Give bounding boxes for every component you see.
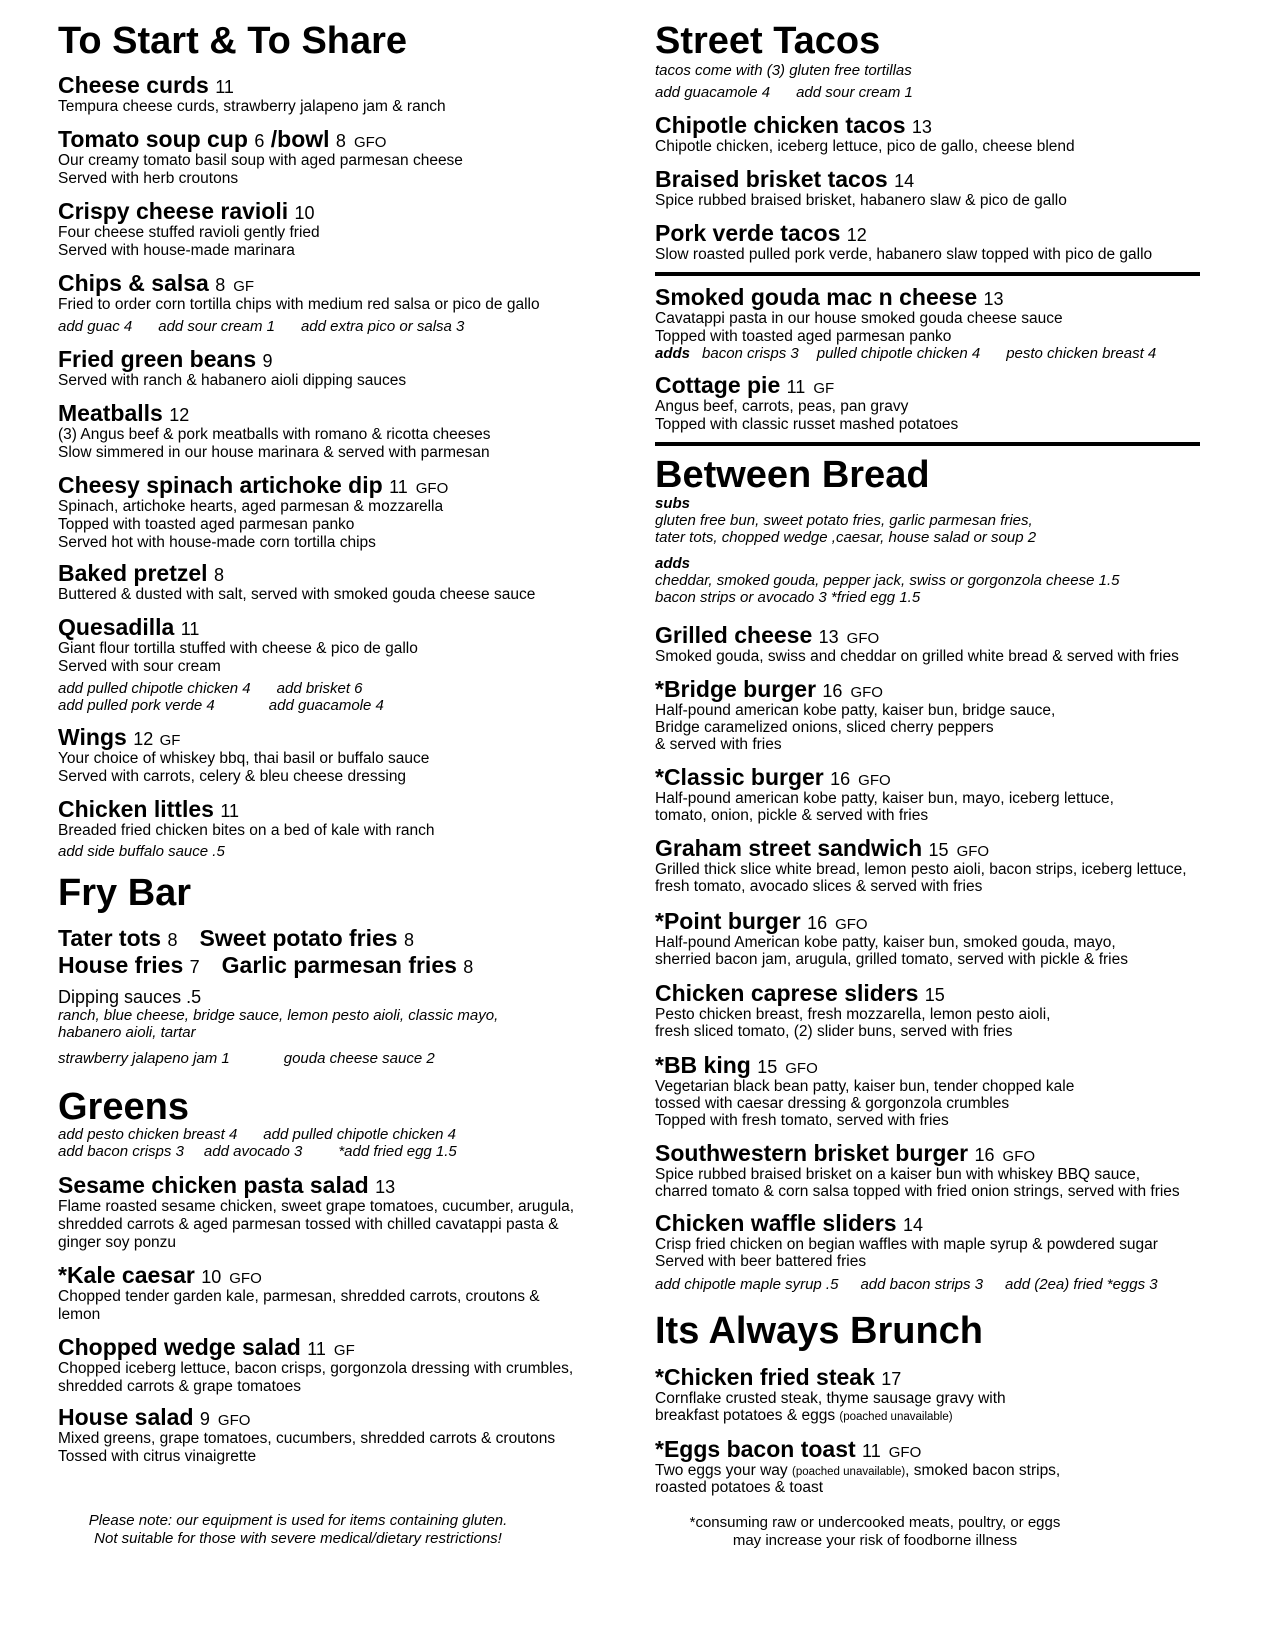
item-addons: add side buffalo sauce .5 xyxy=(58,843,225,860)
dietary-tag: GFO xyxy=(785,1060,818,1077)
dipping-label: Dipping sauces xyxy=(58,987,182,1007)
item-name: Cheesy spinach artichoke dip xyxy=(58,472,383,498)
item-price: 17 xyxy=(881,1369,902,1389)
item-desc: Tempura cheese curds, strawberry jalapeno jam & ranch xyxy=(58,98,446,115)
dipping-sauces-heading xyxy=(58,987,201,1008)
item-desc: fresh tomato, avocado slices & served with fries xyxy=(655,878,983,895)
item-desc: Served with sour cream xyxy=(58,658,221,675)
item-desc: Served hot with house-made corn tortilla chips xyxy=(58,534,376,551)
item-desc: fresh sliced tomato, (2) slider buns, served with fries xyxy=(655,1023,1013,1040)
dipping-price: .5 xyxy=(186,987,202,1007)
item-addons xyxy=(655,345,1182,363)
item-desc-text: Two eggs your way xyxy=(655,1462,788,1479)
item-name: Sweet potato fries xyxy=(199,925,398,951)
addon: add avocado 3 xyxy=(203,1143,303,1160)
item-price: 8 xyxy=(463,957,474,977)
addon: add bacon strips 3 xyxy=(860,1276,984,1293)
menu-item-green-beans xyxy=(58,346,273,374)
item-desc: Flame roasted sesame chicken, sweet grape tomatoes, cucumber, arugula, xyxy=(58,1198,575,1215)
item-desc: tomato, onion, pickle & served with fries xyxy=(655,807,929,824)
dietary-tag: GFO xyxy=(229,1270,262,1287)
item-name: *BB king xyxy=(655,1052,751,1078)
item-name: House fries xyxy=(58,952,184,978)
tacos-addons xyxy=(655,84,939,102)
section-divider xyxy=(655,442,1200,446)
item-name: Chicken caprese sliders xyxy=(655,980,919,1006)
item-desc: Your choice of whiskey bbq, thai basil or buffalo sauce xyxy=(58,750,430,767)
item-name: Sesame chicken pasta salad xyxy=(58,1172,369,1198)
item-desc: Crisp fried chicken on begian waffles with maple syrup & powdered sugar xyxy=(655,1236,1158,1253)
addon: bacon crisps 3 xyxy=(702,345,799,362)
item-price: 16 xyxy=(807,913,828,933)
item-name: Chicken waffle sliders xyxy=(655,1210,897,1236)
item-name: Cheese curds xyxy=(58,72,209,98)
item-name: Fried green beans xyxy=(58,346,257,372)
item-price: 13 xyxy=(818,627,839,647)
addon: add (2ea) fried *eggs 3 xyxy=(1005,1276,1158,1293)
item-name: Pork verde tacos xyxy=(655,220,841,246)
dietary-tag: GFO xyxy=(888,1444,922,1461)
item-desc: Pesto chicken breast, fresh mozzarella, lemon pesto aioli, xyxy=(655,1006,1051,1023)
addon: add chipotle maple syrup .5 xyxy=(655,1276,839,1293)
item-price: 16 xyxy=(830,769,851,789)
item-price: 11 xyxy=(786,377,806,397)
dietary-tag: GFO xyxy=(835,916,868,933)
item-price: 16 xyxy=(974,1145,995,1165)
dietary-tag: GFO xyxy=(1002,1148,1036,1165)
item-desc: Served with herb croutons xyxy=(58,170,239,187)
item-desc: Spinach, artichoke hearts, aged parmesan & mozzarella xyxy=(58,498,444,515)
item-price: 11 xyxy=(389,477,408,497)
item-desc: sherried bacon jam, arugula, grilled tomato, served with pickle & fries xyxy=(655,951,1128,968)
menu-item-waffle-sliders xyxy=(655,1210,923,1238)
addon: gouda cheese sauce 2 xyxy=(283,1050,435,1067)
dietary-tag: GFO xyxy=(858,772,891,789)
section-title-tacos: Street Tacos xyxy=(655,20,881,62)
item-price-bowl: 8 xyxy=(335,131,346,151)
item-desc: Buttered & dusted with salt, served with smoked gouda cheese sauce xyxy=(58,586,536,603)
item-name: Chips & salsa xyxy=(58,270,209,296)
dipping-extras xyxy=(58,1050,461,1068)
item-desc: Bridge caramelized onions, sliced cherry peppers xyxy=(655,719,994,736)
item-desc: Mixed greens, grape tomatoes, cucumbers, shredded carrots & croutons xyxy=(58,1430,556,1447)
section-title-fry-bar: Fry Bar xyxy=(58,872,192,914)
item-desc: shredded carrots & grape tomatoes xyxy=(58,1378,301,1395)
item-price: 12 xyxy=(133,729,154,749)
dietary-tag: GF xyxy=(233,278,255,295)
dietary-tag: GFO xyxy=(956,843,990,860)
item-price: 12 xyxy=(169,405,190,425)
adds-label: adds xyxy=(655,555,691,572)
item-price: 11 xyxy=(307,1339,326,1359)
menu-item-chicken-fried-steak xyxy=(655,1364,901,1392)
item-desc: lemon xyxy=(58,1306,101,1323)
gluten-note-line: Not suitable for those with severe medical/dietary restrictions! xyxy=(94,1530,502,1547)
addon: pesto chicken breast 4 xyxy=(1006,345,1157,362)
item-desc: Half-pound american kobe patty, kaiser bun, mayo, iceberg lettuce, xyxy=(655,790,1114,807)
addon: add pulled chipotle chicken 4 xyxy=(263,1126,456,1143)
item-price: 8 xyxy=(213,565,224,585)
item-desc: Half-pound american kobe patty, kaiser bun, bridge sauce, xyxy=(655,702,1056,719)
item-addons xyxy=(58,318,490,336)
item-name: Quesadilla xyxy=(58,614,175,640)
menu-item-mac-cheese xyxy=(655,284,1004,312)
item-name: *Point burger xyxy=(655,908,801,934)
item-desc: Fried to order corn tortilla chips with medium red salsa or pico de gallo xyxy=(58,296,540,313)
item-price: 8 xyxy=(215,275,226,295)
addon: add extra pico or salsa 3 xyxy=(300,318,465,335)
addon: add pulled pork verde 4 xyxy=(58,697,215,714)
item-addons xyxy=(58,697,410,715)
addon: strawberry jalapeno jam 1 xyxy=(58,1050,230,1067)
item-desc: Served with ranch & habanero aioli dipping sauces xyxy=(58,372,407,389)
item-name-bowl: /bowl xyxy=(270,126,330,152)
addon: pulled chipotle chicken 4 xyxy=(816,345,981,362)
item-price: 15 xyxy=(924,985,945,1005)
item-price: 16 xyxy=(822,681,843,701)
menu-item-caprese-sliders xyxy=(655,980,945,1008)
item-desc: Giant flour tortilla stuffed with cheese & pico de gallo xyxy=(58,640,418,657)
item-name: Garlic parmesan fries xyxy=(221,952,457,978)
item-desc: Four cheese stuffed ravioli gently fried xyxy=(58,224,320,241)
greens-addons xyxy=(58,1143,483,1161)
item-price: 15 xyxy=(928,840,949,860)
menu-item-brisket-tacos xyxy=(655,166,914,194)
item-name: Smoked gouda mac n cheese xyxy=(655,284,978,310)
item-price: 9 xyxy=(199,1409,210,1429)
item-desc: Tossed with citrus vinaigrette xyxy=(58,1448,257,1465)
warning-line: *consuming raw or undercooked meats, poultry, or eggs xyxy=(689,1514,1061,1531)
item-desc: Slow simmered in our house marinara & served with parmesan xyxy=(58,444,490,461)
item-price: 13 xyxy=(375,1177,396,1197)
section-title-between-bread: Between Bread xyxy=(655,454,930,496)
dietary-tag: GF xyxy=(813,380,835,397)
addon: add guacamole 4 xyxy=(268,697,384,714)
item-price: 15 xyxy=(757,1057,778,1077)
item-price: 6 xyxy=(254,131,265,151)
item-desc: Half-pound American kobe patty, kaiser bun, smoked gouda, mayo, xyxy=(655,934,1116,951)
item-name: Tomato soup cup xyxy=(58,126,248,152)
dietary-tag: GFO xyxy=(217,1412,251,1429)
dietary-tag: GFO xyxy=(850,684,883,701)
item-desc: Topped with fresh tomato, served with fries xyxy=(655,1112,949,1129)
item-desc-note: (poached unavailable) xyxy=(792,1466,906,1478)
item-price: 11 xyxy=(220,801,240,821)
item-name: Wings xyxy=(58,724,127,750)
fry-row xyxy=(58,925,414,954)
item-desc: & served with fries xyxy=(655,736,782,753)
item-addons xyxy=(58,680,389,698)
item-desc: Chipotle chicken, iceberg lettuce, pico de gallo, cheese blend xyxy=(655,138,1075,155)
addon: *add fried egg 1.5 xyxy=(338,1143,457,1160)
item-desc: Spice rubbed braised brisket on a kaiser bun with whiskey BBQ sauce, xyxy=(655,1166,1141,1183)
item-desc: tossed with caesar dressing & gorgonzola crumbles xyxy=(655,1095,1010,1112)
fry-row xyxy=(58,952,473,981)
item-name: Crispy cheese ravioli xyxy=(58,198,289,224)
item-desc: ginger soy ponzu xyxy=(58,1234,177,1251)
item-desc: (3) Angus beef & pork meatballs with romano & ricotta cheeses xyxy=(58,426,491,443)
item-price: 8 xyxy=(404,930,415,950)
item-desc: Smoked gouda, swiss and cheddar on grilled white bread & served with fries xyxy=(655,648,1179,665)
addon: add pulled chipotle chicken 4 xyxy=(58,680,251,697)
dietary-tag: GFO xyxy=(415,480,449,497)
item-desc: Angus beef, carrots, peas, pan gravy xyxy=(655,398,909,415)
item-name: Baked pretzel xyxy=(58,560,208,586)
menu-item-cheese-curds xyxy=(58,72,234,100)
section-title-start: To Start & To Share xyxy=(58,20,408,62)
item-desc: Breaded fried chicken bites on a bed of kale with ranch xyxy=(58,822,435,839)
addon: add sour cream 1 xyxy=(158,318,275,335)
menu-item-chicken-littles xyxy=(58,796,239,824)
item-desc: Topped with classic russet mashed potatoes xyxy=(655,416,959,433)
item-price: 9 xyxy=(262,351,273,371)
item-name: Grilled cheese xyxy=(655,622,813,648)
addon: add sour cream 1 xyxy=(796,84,913,101)
item-price: 8 xyxy=(167,930,178,950)
item-name: *Bridge burger xyxy=(655,676,817,702)
item-name: *Classic burger xyxy=(655,764,824,790)
item-name: House salad xyxy=(58,1404,194,1430)
dietary-tag: GFO xyxy=(353,134,387,151)
dipping-list: ranch, blue cheese, bridge sauce, lemon pesto aioli, classic mayo, xyxy=(58,1007,499,1024)
item-price: 7 xyxy=(189,957,200,977)
item-desc: shredded carrots & aged parmesan tossed with chilled cavatappi pasta & xyxy=(58,1216,559,1233)
gluten-note-line: Please note: our equipment is used for items containing gluten. xyxy=(88,1512,508,1529)
item-desc: Served with beer battered fries xyxy=(655,1253,867,1270)
menu-item-quesadilla xyxy=(58,614,199,642)
item-name: Tater tots xyxy=(58,925,162,951)
item-desc: Grilled thick slice white bread, lemon pesto aioli, bacon strips, iceberg lettuce, xyxy=(655,861,1187,878)
item-name: *Chicken fried steak xyxy=(655,1364,875,1390)
greens-addons xyxy=(58,1126,482,1144)
adds-list: bacon strips or avocado 3 *fried egg 1.5 xyxy=(655,589,921,606)
subs-list: tater tots, chopped wedge ,caesar, house salad or soup 2 xyxy=(655,529,1037,546)
item-desc: Chopped iceberg lettuce, bacon crisps, gorgonzola dressing with crumbles, xyxy=(58,1360,574,1377)
item-desc-text: , smoked bacon strips, xyxy=(905,1462,1061,1479)
item-desc: Served with house-made marinara xyxy=(58,242,295,259)
item-price: 11 xyxy=(215,77,234,97)
item-price: 13 xyxy=(983,289,1004,309)
item-name: *Eggs bacon toast xyxy=(655,1436,856,1462)
item-name: Chipotle chicken tacos xyxy=(655,112,906,138)
addon: add brisket 6 xyxy=(276,680,363,697)
addon: add guacamole 4 xyxy=(655,84,771,101)
item-desc: Vegetarian black bean patty, kaiser bun, tender chopped kale xyxy=(655,1078,1075,1095)
item-price: 14 xyxy=(894,171,915,191)
item-name: *Kale caesar xyxy=(58,1262,195,1288)
dipping-list: habanero aioli, tartar xyxy=(58,1024,196,1041)
menu-item-pretzel xyxy=(58,560,224,588)
item-name: Meatballs xyxy=(58,400,163,426)
menu-item-meatballs xyxy=(58,400,189,428)
item-name: Cottage pie xyxy=(655,372,781,398)
item-price: 11 xyxy=(180,619,200,639)
item-desc: Our creamy tomato basil soup with aged parmesan cheese xyxy=(58,152,463,169)
menu-item-sesame-salad xyxy=(58,1172,395,1200)
item-desc: Spice rubbed braised brisket, habanero slaw & pico de gallo xyxy=(655,192,1067,209)
item-price: 10 xyxy=(294,203,315,223)
section-title-brunch: Its Always Brunch xyxy=(655,1310,984,1352)
item-price: 10 xyxy=(201,1267,222,1287)
addons-label: adds xyxy=(655,345,691,362)
subs-list: gluten free bun, sweet potato fries, garlic parmesan fries, xyxy=(655,512,1033,529)
item-desc: Cavatappi pasta in our house smoked gouda cheese sauce xyxy=(655,310,1063,327)
gluten-note xyxy=(58,1512,538,1548)
item-desc-text: breakfast potatoes & eggs xyxy=(655,1407,836,1424)
item-price: 11 xyxy=(862,1441,881,1461)
dietary-tag: GF xyxy=(333,1342,355,1359)
menu-item-pork-tacos xyxy=(655,220,867,248)
adds-list: cheddar, smoked gouda, pepper jack, swiss or gorgonzola cheese 1.5 xyxy=(655,572,1120,589)
item-name: Braised brisket tacos xyxy=(655,166,888,192)
item-price: 14 xyxy=(902,1215,924,1235)
item-desc: charred tomato & corn salsa topped with fried onion strings, served with fries xyxy=(655,1183,1180,1200)
item-desc: Chopped tender garden kale, parmesan, shredded carrots, croutons & xyxy=(58,1288,540,1305)
section-divider xyxy=(655,272,1200,276)
item-name: Chicken littles xyxy=(58,796,214,822)
subs-label: subs xyxy=(655,495,691,512)
menu-item-chipotle-tacos xyxy=(655,112,932,140)
item-desc: Cornflake crusted steak, thyme sausage gravy with xyxy=(655,1390,1006,1407)
tacos-subtitle: tacos come with (3) gluten free tortillas xyxy=(655,62,912,79)
dietary-tag: GF xyxy=(159,732,181,749)
warning-line: may increase your risk of foodborne illness xyxy=(732,1532,1018,1549)
section-title-greens: Greens xyxy=(58,1086,189,1128)
item-addons xyxy=(655,1276,1184,1294)
foodborne-warning xyxy=(635,1514,1115,1550)
addon: add pesto chicken breast 4 xyxy=(58,1126,238,1143)
item-name: Graham street sandwich xyxy=(655,835,923,861)
item-desc: Slow roasted pulled pork verde, habanero slaw topped with pico de gallo xyxy=(655,246,1153,263)
addon: add guac 4 xyxy=(58,318,133,335)
item-name: Southwestern brisket burger xyxy=(655,1140,969,1166)
menu-item-ravioli xyxy=(58,198,315,226)
item-price: 13 xyxy=(911,117,932,137)
item-price: 12 xyxy=(846,225,867,245)
item-desc xyxy=(655,1407,953,1426)
dietary-tag: GFO xyxy=(846,630,880,647)
item-desc-note: (poached unavailable) xyxy=(839,1411,953,1423)
item-desc: roasted potatoes & toast xyxy=(655,1479,824,1496)
item-desc: Topped with toasted aged parmesan panko xyxy=(58,516,355,533)
item-desc: Topped with toasted aged parmesan panko xyxy=(655,328,952,345)
item-desc: Served with carrots, celery & bleu cheese dressing xyxy=(58,768,407,785)
item-name: Chopped wedge salad xyxy=(58,1334,301,1360)
addon: add bacon crisps 3 xyxy=(58,1143,184,1160)
